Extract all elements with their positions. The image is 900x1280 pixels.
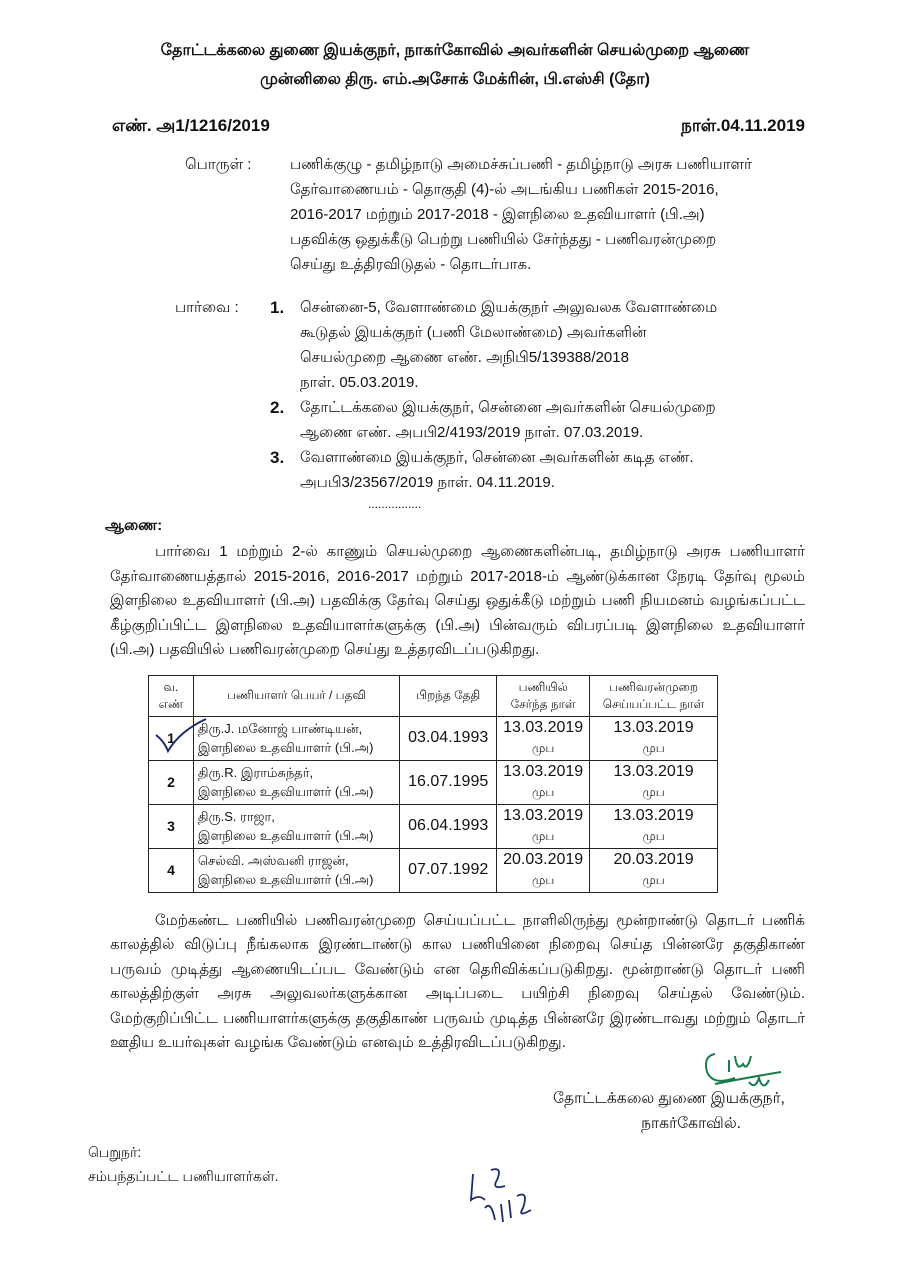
order-title: தோட்டக்கலை துணை இயக்குநர், நாகர்கோவில் அவர்களின் செயல்முறை ஆணை	[160, 42, 750, 59]
checkmark-icon	[150, 717, 210, 757]
dob-cell: 03.04.1993	[400, 716, 497, 760]
regularised-session: முப	[642, 873, 665, 887]
subject-block	[185, 152, 805, 277]
employee-post: இளநிலை உதவியாளர் (பி.அ)	[197, 872, 374, 887]
joined-date: 20.03.2019	[503, 851, 584, 868]
employee-table-wrap	[148, 675, 718, 893]
regularised-date: 13.03.2019	[613, 807, 694, 824]
regularised-date: 13.03.2019	[613, 719, 694, 736]
regularised-cell	[590, 716, 718, 760]
regularised-cell	[590, 804, 718, 848]
employee-table	[148, 675, 718, 893]
regularised-session: முப	[642, 741, 665, 755]
regularised-cell	[590, 760, 718, 804]
subject-text	[290, 152, 752, 277]
employee-name: திரு.J. மனோஜ் பாண்டியன்,	[197, 721, 363, 736]
signatory-block	[105, 1086, 805, 1136]
serial-cell: 1	[149, 716, 194, 760]
table-row	[149, 804, 718, 848]
closing-paragraph: மேற்கண்ட பணியில் பணிவரன்முறை செய்யப்பட்ட நாளிலிருந்து மூன்றாண்டு தொடர் பணிக் காலத்தில் விடுப்பு நீங்கலாக இரண்டாண்டு கால பணியினை நிறைவு செய்த பின்னரே தகுதிகாண் பருவம் முடித்து ஆணையிடப்பட வேண்டும் என தெரிவிக்கப்படுகிறது. மூன்றாண்டு தொடர் பணி காலத்திற்குள் அரசு அலுவலர்களுக்கான அடிப்படை பயிற்சி நிறைவு செய்தல் வேண்டும். மேற்குறிப்பிட்ட பணியாளர்களுக்கு தகுதிகாண் பருவம் முடித்த பின்னரே இரண்டாவது மற்றும் தொடர் ஊதிய உயர்வுகள் வழங்க வேண்டும் எனவும் உத்திரவிடப்படுகிறது.	[110, 911, 805, 1051]
reference-item	[270, 445, 717, 495]
regularised-date: 20.03.2019	[613, 851, 694, 868]
reference-line: வேளாண்மை இயக்குநர், சென்னை அவர்களின் கடித எண்.	[300, 449, 694, 466]
dob-cell: 07.07.1992	[400, 848, 497, 892]
joined-cell	[497, 804, 590, 848]
subject-line: செய்து உத்திரவிடுதல் - தொடர்பாக.	[290, 256, 532, 273]
order-date: நாள்.04.11.2019	[681, 116, 805, 135]
joined-session: முப	[532, 785, 555, 799]
employee-post: இளநிலை உதவியாளர் (பி.அ)	[197, 740, 374, 755]
name-cell	[193, 804, 399, 848]
name-cell	[193, 760, 399, 804]
reference-line: நாள். 05.03.2019.	[300, 374, 419, 391]
table-row	[149, 716, 718, 760]
reference-number-3: 3.	[270, 448, 285, 467]
employee-name: செல்வி. அஸ்வனி ராஜன்,	[197, 853, 349, 868]
signatory-designation: தோட்டக்கலை துணை இயக்குநர்,	[553, 1089, 785, 1107]
reference-item	[270, 395, 717, 445]
table-header-row	[149, 675, 718, 716]
reference-number-2: 2.	[270, 398, 285, 417]
regularised-cell	[590, 848, 718, 892]
joined-session: முப	[532, 873, 555, 887]
references-label	[175, 295, 270, 495]
joined-date: 13.03.2019	[503, 807, 584, 824]
header-name: பணியாளர் பெயர் / பதவி	[193, 675, 399, 716]
reference-line: தோட்டக்கலை இயக்குநர், சென்னை அவர்களின் செயல்முறை	[300, 399, 716, 416]
recipient-value: சம்பந்தப்பட்ட பணியாளர்கள்.	[88, 1167, 279, 1184]
recipient-label: பெறுநர்:	[88, 1143, 142, 1160]
header-regularised: பணிவரன்முறை செய்யப்பட்ட நாள்	[590, 675, 718, 716]
reference-line: அபபி3/23567/2019 நாள். 04.11.2019.	[300, 474, 555, 491]
header-serial: வ. எண்	[149, 675, 194, 716]
joined-session: முப	[532, 829, 555, 843]
employee-name: திரு.S. ராஜா,	[197, 809, 275, 824]
employee-post: இளநிலை உதவியாளர் (பி.அ)	[197, 828, 374, 843]
joined-cell	[497, 760, 590, 804]
employee-name: திரு.R. இராம்சுந்தர்,	[197, 765, 314, 780]
references-label-text: பார்வை :	[175, 299, 239, 316]
presence-line: முன்னிலை திரு. எம்.அசோக் மேக்ரின், பி.எஸ்சி (தோ)	[260, 71, 650, 88]
serial-cell: 3	[149, 804, 194, 848]
reference-line: கூடுதல் இயக்குநர் (பணி மேலாண்மை) அவர்களின்	[300, 324, 647, 341]
references-list	[270, 295, 717, 495]
references-block	[175, 295, 805, 495]
handwritten-initials	[455, 1160, 555, 1230]
joined-date: 13.03.2019	[503, 763, 584, 780]
separator: ................	[368, 497, 422, 511]
reference-item	[270, 295, 717, 395]
table-row	[149, 760, 718, 804]
signatory-place: நாகர்கோவில்.	[641, 1114, 741, 1132]
reference-line: சென்னை-5, வேளாண்மை இயக்குநர் அலுவலக வேளாண்மை	[300, 299, 718, 316]
regularised-date: 13.03.2019	[613, 763, 694, 780]
order-paragraph: பார்வை 1 மற்றும் 2-ல் காணும் செயல்முறை ஆணைகளின்படி, தமிழ்நாடு அரசு பணியாளர் தேர்வாணையத்தால் 2015-2016, 2016-2017 மற்றும் 2017-2018-ம் ஆண்டுக்கான நேரடி தேர்வு மூலம் இளநிலை உதவியாளர் (பி.அ) பதவிக்கு தேர்வு செய்து ஒதுக்கீடு மற்றும் பணி நியமனம் வழங்கப்பட்ட கீழ்குறிப்பிட்ட இளநிலை உதவியாளர்களுக்கு (பி.அ) பின்வரும் விபரப்படி இளநிலை உதவியாளர் (பி.அ) பதவியில் பணிவரன்முறை செய்து உத்தரவிடப்படுகிறது.	[110, 543, 805, 658]
dob-cell: 16.07.1995	[400, 760, 497, 804]
joined-session: முப	[532, 741, 555, 755]
signature	[685, 1042, 785, 1102]
reference-number: எண். அ1/1216/2019	[112, 116, 270, 135]
reference-number-1: 1.	[270, 298, 285, 317]
name-cell	[193, 716, 399, 760]
joined-cell	[497, 716, 590, 760]
table-row	[149, 848, 718, 892]
reference-line: செயல்முறை ஆணை எண். அநிபி5/139388/2018	[300, 349, 629, 366]
regularised-session: முப	[642, 785, 665, 799]
dob-cell: 06.04.1993	[400, 804, 497, 848]
joined-cell	[497, 848, 590, 892]
joined-date: 13.03.2019	[503, 719, 584, 736]
header-dob: பிறந்த தேதி	[400, 675, 497, 716]
reference-row	[105, 116, 805, 138]
subject-line: பணிக்குழு - தமிழ்நாடு அமைச்சுப்பணி - தமிழ்நாடு அரசு பணியாளர்	[290, 156, 752, 173]
reference-line: ஆணை எண். அபபி2/4193/2019 நாள். 07.03.2019.	[300, 424, 644, 441]
header-joined: பணியில் சேர்ந்த நாள்	[497, 675, 590, 716]
subject-label	[185, 152, 290, 277]
subject-line: தேர்வாணையம் - தொகுதி (4)-ல் அடங்கிய பணிகள் 2015-2016,	[290, 181, 719, 198]
employee-post: இளநிலை உதவியாளர் (பி.அ)	[197, 784, 374, 799]
serial-cell: 4	[149, 848, 194, 892]
subject-line: 2016-2017 மற்றும் 2017-2018 - இளநிலை உதவியாளர் (பி.அ)	[290, 206, 705, 223]
regularised-session: முப	[642, 829, 665, 843]
subject-label-text: பொருள் :	[185, 156, 252, 173]
order-label: ஆணை:	[105, 517, 163, 534]
name-cell	[193, 848, 399, 892]
subject-line: பதவிக்கு ஒதுக்கீடு பெற்று பணியில் சேர்ந்தது - பணிவரன்முறை	[290, 231, 717, 248]
recipient-block	[88, 1140, 805, 1188]
serial-cell: 2	[149, 760, 194, 804]
